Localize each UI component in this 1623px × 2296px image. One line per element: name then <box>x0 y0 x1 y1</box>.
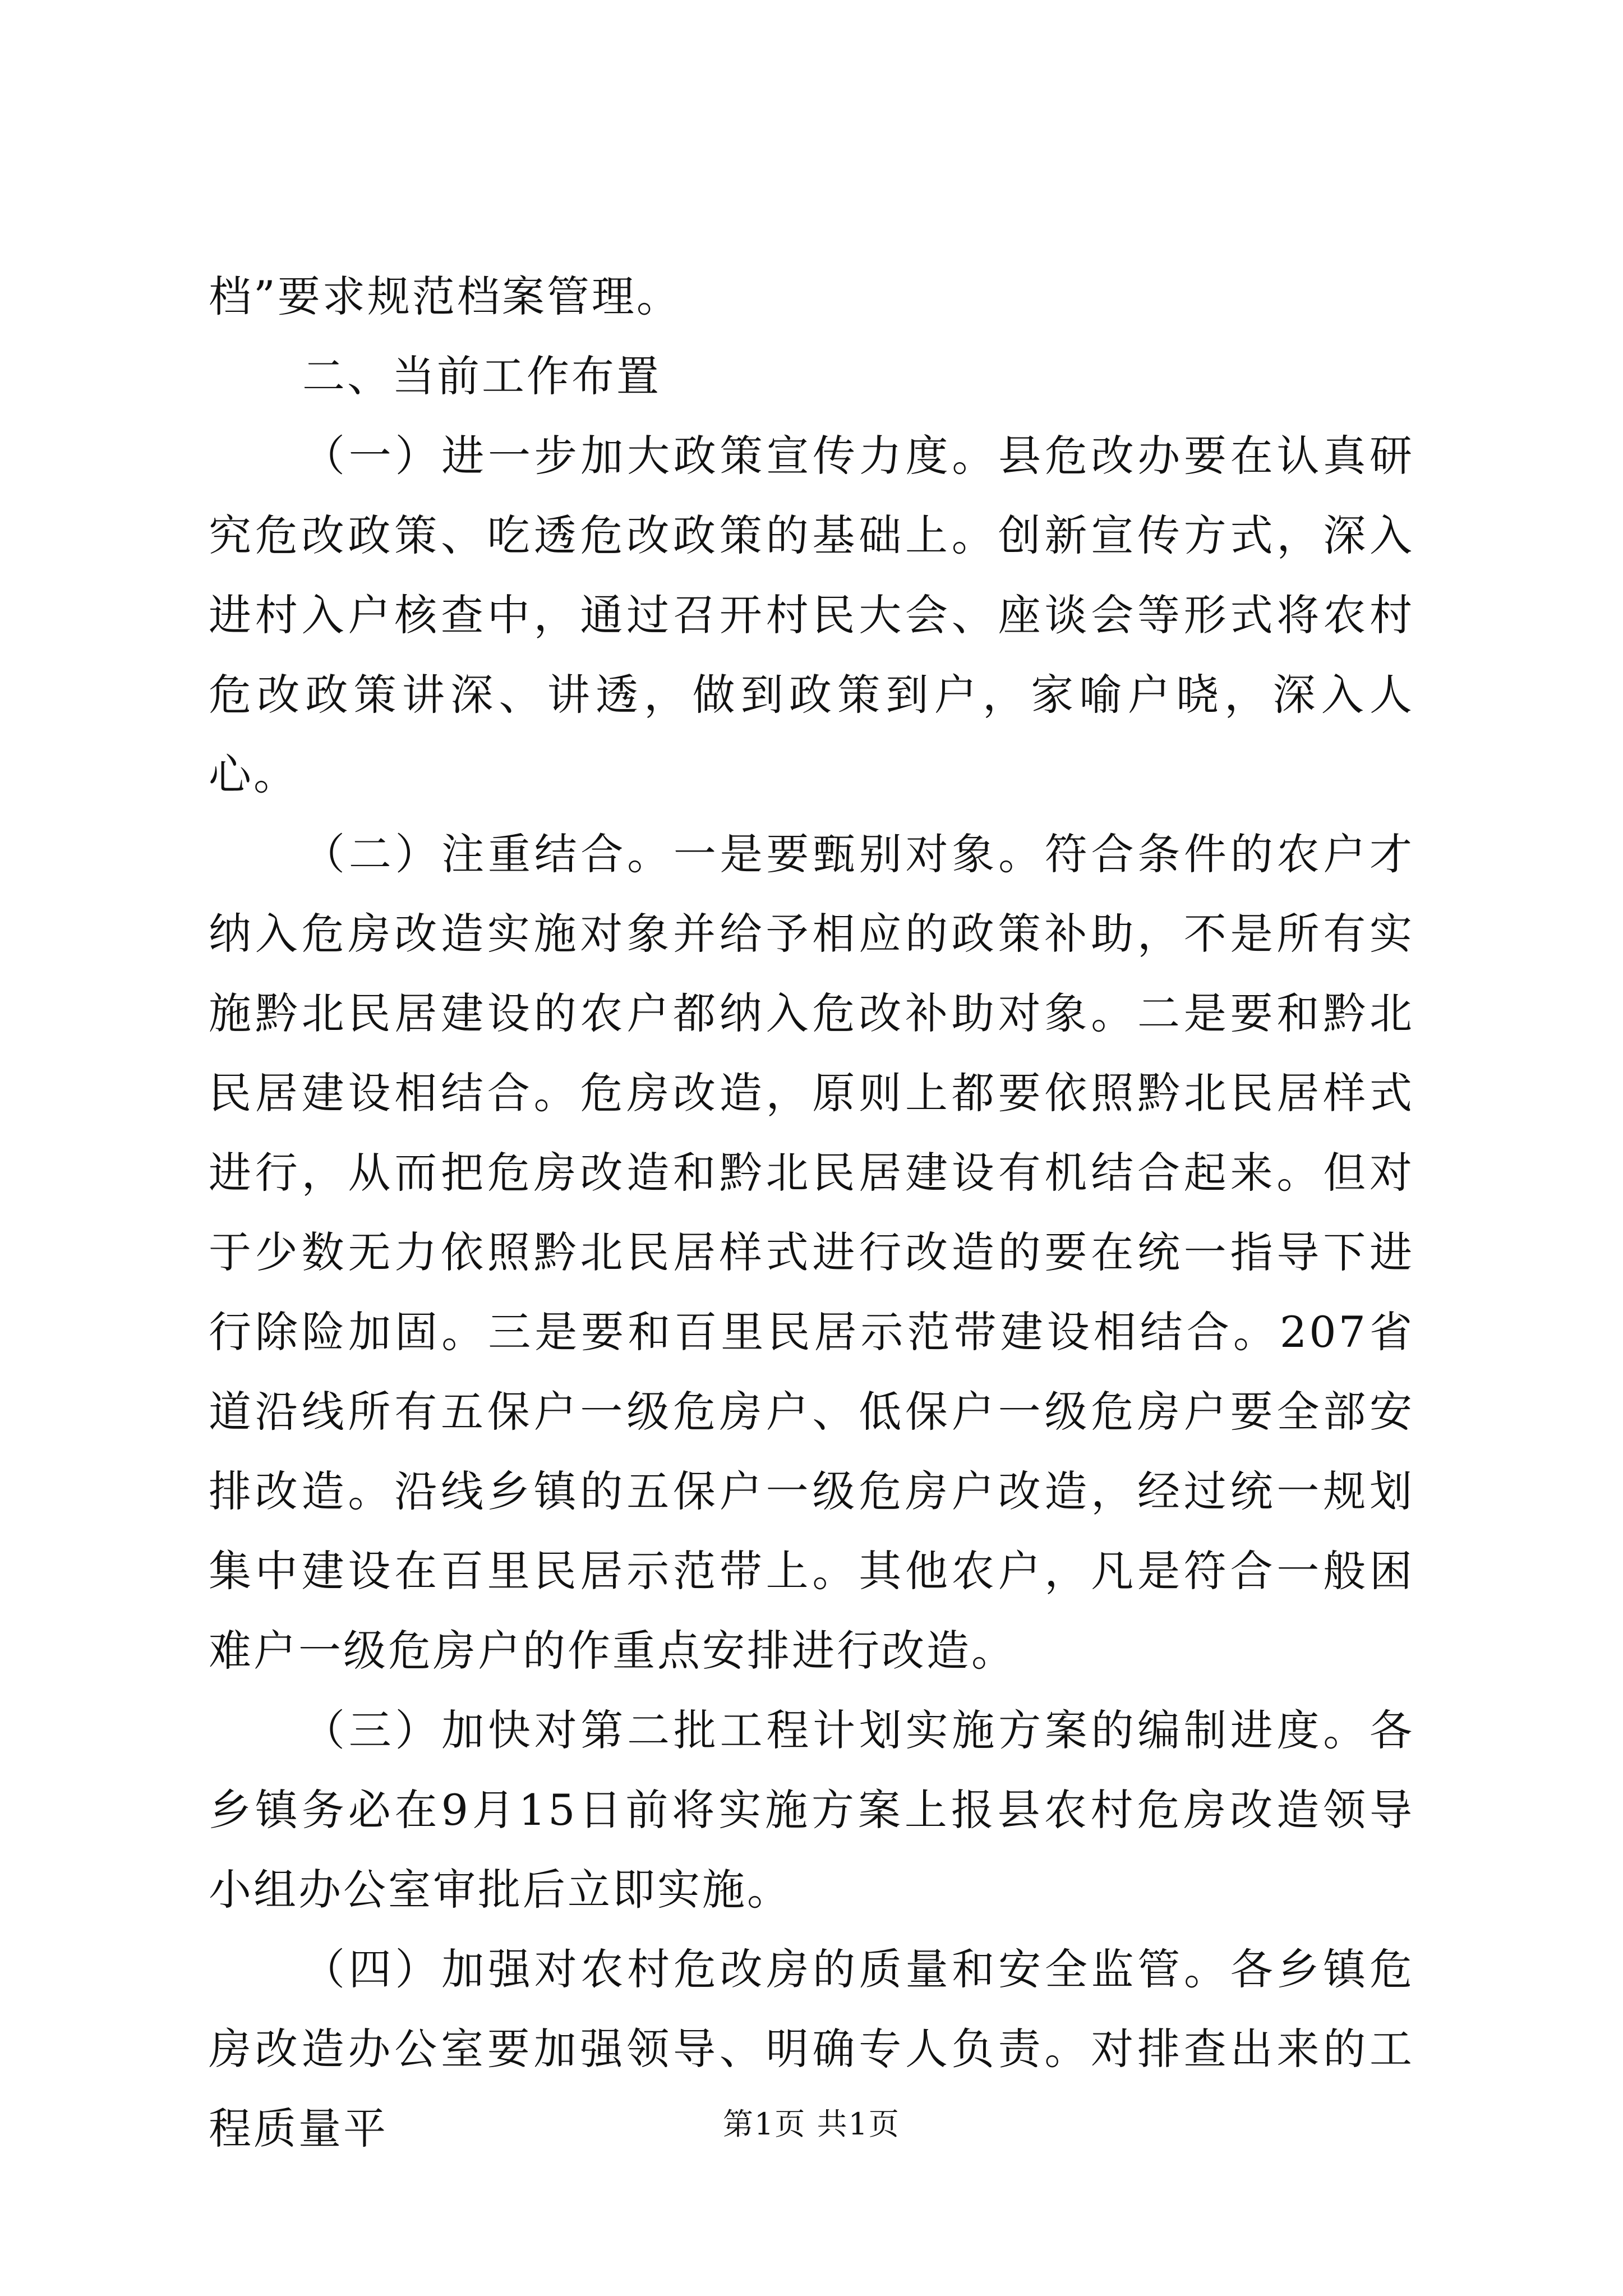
paragraph-focus-combination: （二）注重结合。一是要甄别对象。符合条件的农户才纳入危房改造实施对象并给予相应的政策补助，不是所有实施黔北民居建设的农户都纳入危改补助对象。二是要和黔北民居建设相结合。危房改造，原则上都要依照黔北民居样式进行，从而把危房改造和黔北民居建设有机结合起来。但对于少数无力依照黔北民居样式进行改造的要在统一指导下进行除险加固。三是要和百里民居示范带建设相结合。207省道沿线所有五保户一级危房户、低保户一级危房户要全部安排改造。沿线乡镇的五保户一级危房户改造，经过统一规划集中建设在百里民居示范带上。其他农户，凡是符合一般困难户一级危房户的作重点安排进行改造。 <box>209 829 1414 1676</box>
paragraph-continuation: 档”要求规范档案管理。 <box>209 272 681 321</box>
paragraph-quality-safety: （四）加强对农村危改房的质量和安全监管。各乡镇危房改造办公室要加强领导、明确专人负责。对排查出来的工程质量平 <box>209 1944 1414 2154</box>
document-body <box>209 257 1414 2169</box>
paragraph-policy-publicity: （一）进一步加大政策宣传力度。县危改办要在认真研究危改政策、吃透危改政策的基础上。创新宣传方式，深入进村入户核查中，通过召开村民大会、座谈会等形式将农村危改政策讲深、讲透，做到政策到户，家喻户晓，深入人心。 <box>209 431 1414 799</box>
paragraph-second-batch-plan: （三）加快对第二批工程计划实施方案的编制进度。各乡镇务必在9月15日前将实施方案上报县农村危房改造领导小组办公室审批后立即实施。 <box>209 1705 1414 1915</box>
section-heading: 二、当前工作布置 <box>302 351 661 401</box>
page-footer: 第1页 共1页 <box>723 2106 900 2142</box>
